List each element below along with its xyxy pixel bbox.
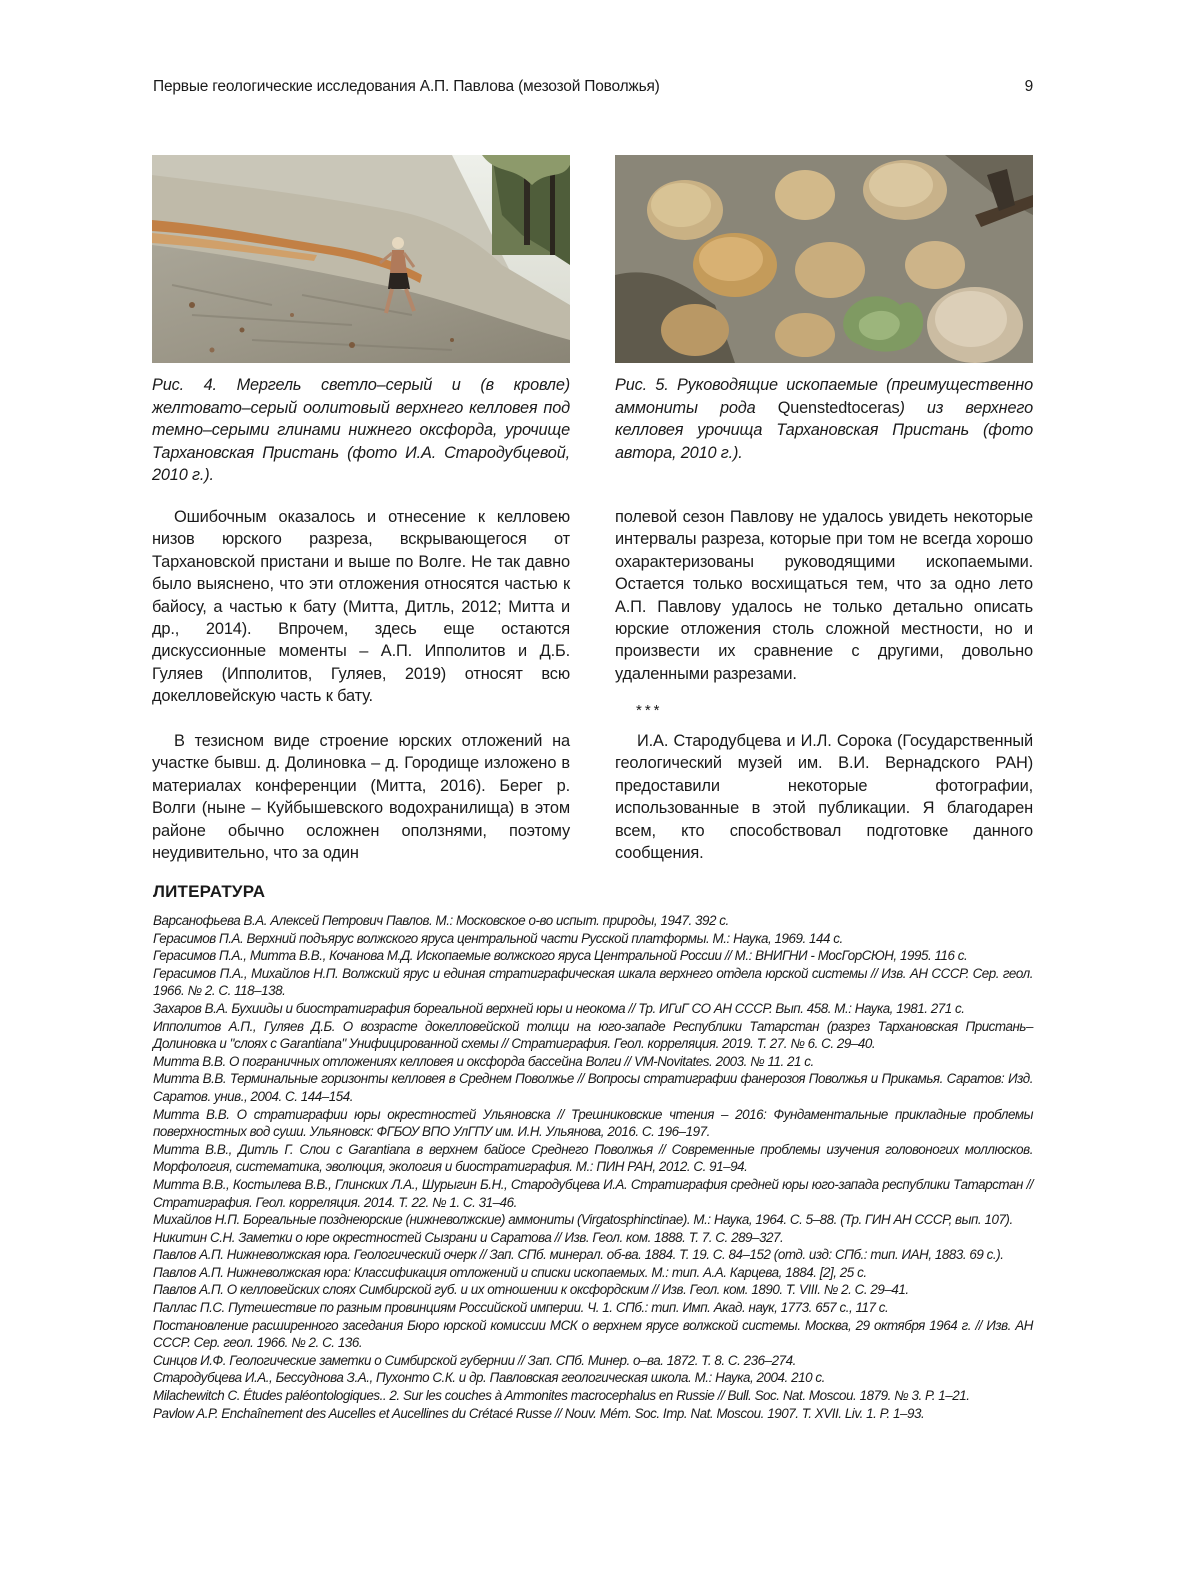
reference-item: Стародубцева И.А., Бессуднова З.А., Пухонто С.К. и др. Павловская геологическая школа. М.: Наука, 2004. 210 с. (153, 1370, 825, 1386)
reference-item: Герасимов П.А., Митта В.В., Кочанова М.Д. Ископаемые волжского яруса Центральной России // М.: ВНИГНИ - МосГорСЮН, 1995. 116 с. (153, 948, 968, 964)
reference-item: Паллас П.С. Путешествие по разным провинциям Российской империи. Ч. 1. СПб.: тип. Имп. Акад. наук, 1773. 657 с., 117 с. (153, 1300, 889, 1316)
figure-5-caption-end: ) из верхнего келловея урочища Тархановская Пристань (фото автора, 2010 г.). (615, 398, 1033, 462)
figure-4-caption: Рис. 4. Мергель светло–серый и (в кровле) желтовато–серый оолитовый верхнего келловея под темно–серыми глинами нижнего оксфорда, урочище Тархановская Пристань (фото И.А. Стародубцевой, 2010 г.). (152, 376, 570, 485)
reference-item: Никитин С.Н. Заметки о юре окрестностей Сызрани и Саратова // Изв. Геол. ком. 1888. Т. 7. С. 289–327. (153, 1229, 784, 1245)
reference-item: Синцов И.Ф. Геологические заметки о Симбирской губернии // Зап. СПб. Минер. о–ва. 1872. Т. 8. С. 236–274. (153, 1352, 796, 1368)
figure-4-photo (152, 155, 570, 363)
body-left-column-top (152, 506, 570, 708)
reference-item: Захаров В.А. Бухииды и биостратиграфия бореальной верхней юры и неокома // Тр. ИГиГ СО АН СССР. Вып. 458. М.: Наука, 1981. 271 с. (153, 1000, 965, 1016)
figure-5-caption (615, 374, 1033, 464)
reference-item: Митта В.В. О стратиграфии юры окрестностей Ульяновска // Трешниковские чтения – 2016: Фундаментальные прикладные проблемы поверхностных вод суши. Ульяновск: ФГБОУ ВПО УлГПУ им. И.Н. Ульянова, 2016. С. 196–197. (153, 1106, 1033, 1140)
figure-5-caption-genus: Quenstedtoceras (777, 398, 900, 417)
acknowledgement-paragraph: И.А. Стародубцева и И.Л. Сорока (Государственный геологический музей им. В.И. Вернадского РАН) предоставили некоторые фотографии, использованные в этой публикации. Я благодарен всем, кто способствовал подготовке данного сообщения. (615, 732, 1033, 863)
body-left-column-bottom (152, 730, 570, 864)
figure-5-caption-start: Рис. 5. Руководящие ископаемые (преимущественно аммониты рода (615, 376, 1033, 417)
reference-item: Митта В.В., Костылева В.В., Глинских Л.А., Шурыгин Б.Н., Стародубцева И.А. Стратиграфия средней юры юго-запада республики Татарстан // Стратиграфия. Геол. корреляция. 2014. Т. 22. № 1. С. 31–46. (153, 1176, 1033, 1210)
body-paragraph: полевой сезон Павлову не удалось увидеть некоторые интервалы разреза, которые при том не всегда хорошо охарактеризованы руководящими ископаемыми. Остается только восхищаться тем, что за одно лето А.П. Павлову удалось не только детально описать юрские отложения столь сложной местности, но и произвести их сравнение с другими, довольно удаленными разрезами. (615, 508, 1033, 683)
reference-item: Pavlow A.P. Enchaînement des Aucelles et Aucellines du Crétacé Russe // Nouv. Mém. Soc. Imp. Nat. Moscou. 1907. T. XVII. Liv. 1. P. 1–93. (153, 1405, 925, 1421)
body-paragraph: В тезисном виде строение юрских отложений на участке бывш. д. Долиновка – д. Городище изложено в материалах конференции (Митта, 2016). Берег р. Волги (ныне – Куйбышевского водохранилища) в этом районе обычно осложнен оползнями, поэтому неудивительно, что за один (152, 732, 570, 863)
reference-item: Павлов А.П. О келловейских слоях Симбирской губ. и их отношении к оксфордским // Изв. Геол. ком. 1890. Т. VIII. № 2. С. 29–41. (153, 1282, 909, 1298)
body-right-column-bottom (615, 730, 1033, 864)
reference-item: Milachewitch C. Études paléontologiques.. 2. Sur les couches à Ammonites macrocephalus en Russie // Bull. Soc. Nat. Moscou. 1879. № 3. P. 1–21. (153, 1388, 970, 1404)
body-right-column-top (615, 506, 1033, 685)
reference-item: Михайлов Н.П. Бореальные позднеюрские (нижневолжские) аммониты (Virgatosphinctinae). М.: Наука, 1964. С. 5–88. (Тр. ГИН АН СССР, вып. 107). (153, 1212, 1013, 1228)
running-title: Первые геологические исследования А.П. Павлова (мезозой Поволжья) (153, 78, 660, 95)
reference-item: Варсанофьева В.А. Алексей Петрович Павлов. М.: Московское о-во испыт. природы, 1947. 392 с. (153, 913, 729, 928)
reference-item: Митта В.В. Терминальные горизонты келловея в Среднем Поволжье // Вопросы стратиграфии фанерозоя Поволжья и Прикамья. Саратов: Изд. Саратов. унив., 2004. С. 144–154. (153, 1071, 1033, 1104)
section-separator: *** (636, 702, 663, 719)
reference-item: Митта В.В. О пограничных отложениях келловея и оксфорда бассейна Волги // VM-Novitates. 2003. № 11. 21 с. (153, 1053, 814, 1069)
running-head (153, 78, 1033, 98)
reference-item: Ипполитов А.П., Гуляев Д.Б. О возрасте докелловейской толщи на юго-западе Республики Татарстан (разрез Тархановская Пристань–Долиновка и "слоях с Garantiana" Унифицированной схемы // Стратиграфия. Геол. корреляция. 2019. Т. 27. № 6. С. 29–40. (153, 1018, 1033, 1052)
references-heading: ЛИТЕРАТУРА (153, 882, 266, 901)
reference-item: Павлов А.П. Нижневолжская юра: Классификация отложений и списки ископаемых. М.: тип. А.А. Карцева, 1884. [2], 25 с. (153, 1264, 867, 1280)
reference-item: Павлов А.П. Нижневолжская юра. Геологический очерк // Зап. СПб. минерал. об-ва. 1884. Т. 19. С. 84–152 (отд. изд: СПб.: тип. ИАН, 1883. 69 с.). (153, 1247, 1004, 1263)
page-number: 9 (1024, 78, 1033, 95)
reference-item: Митта В.В., Дитль Г. Слои с Garantiana в верхнем байосе Среднего Поволжья // Современные проблемы изучения головоногих моллюсков. Морфология, систематика, эволюция, экология и биостратиграфия. М.: ПИН РАН, 2012. С. 91–94. (153, 1141, 1033, 1175)
figure-5-photo (615, 155, 1033, 363)
ammonite-fossils-photo-illustration (615, 155, 1033, 363)
body-paragraph: Ошибочным оказалось и отнесение к келловею низов юрского разреза, вскрывающегося от Тархановской пристани и выше по Волге. Не так давно было выяснено, что эти отложения относятся частью к байосу, а частью к бату (Митта, Дитль, 2012; Митта и др., 2014). Впрочем, здесь еще остаются дискуссионные моменты – А.П. Ипполитов и Д.Б. Гуляев (Ипполитов, Гуляев, 2019) относят всю докелловейскую часть к бату. (152, 508, 570, 706)
reference-item: Герасимов П.А., Михайлов Н.П. Волжский ярус и единая стратиграфическая шкала верхнего отдела юрской системы // Изв. АН СССР. Сер. геол. 1966. № 2. С. 118–138. (153, 965, 1033, 999)
outcrop-photo-illustration (152, 155, 570, 363)
reference-item: Постановление расширенного заседания Бюро юрской комиссии МСК о верхнем ярусе волжской системы. Москва, 29 октября 1964 г. // Изв. АН СССР. Сер. геол. 1966. № 2. С. 136. (153, 1317, 1033, 1351)
reference-list (153, 912, 1033, 1422)
reference-item: Герасимов П.А. Верхний подъярус волжского яруса центральной части Русской платформы. М.: Наука, 1969. 144 с. (153, 930, 843, 946)
